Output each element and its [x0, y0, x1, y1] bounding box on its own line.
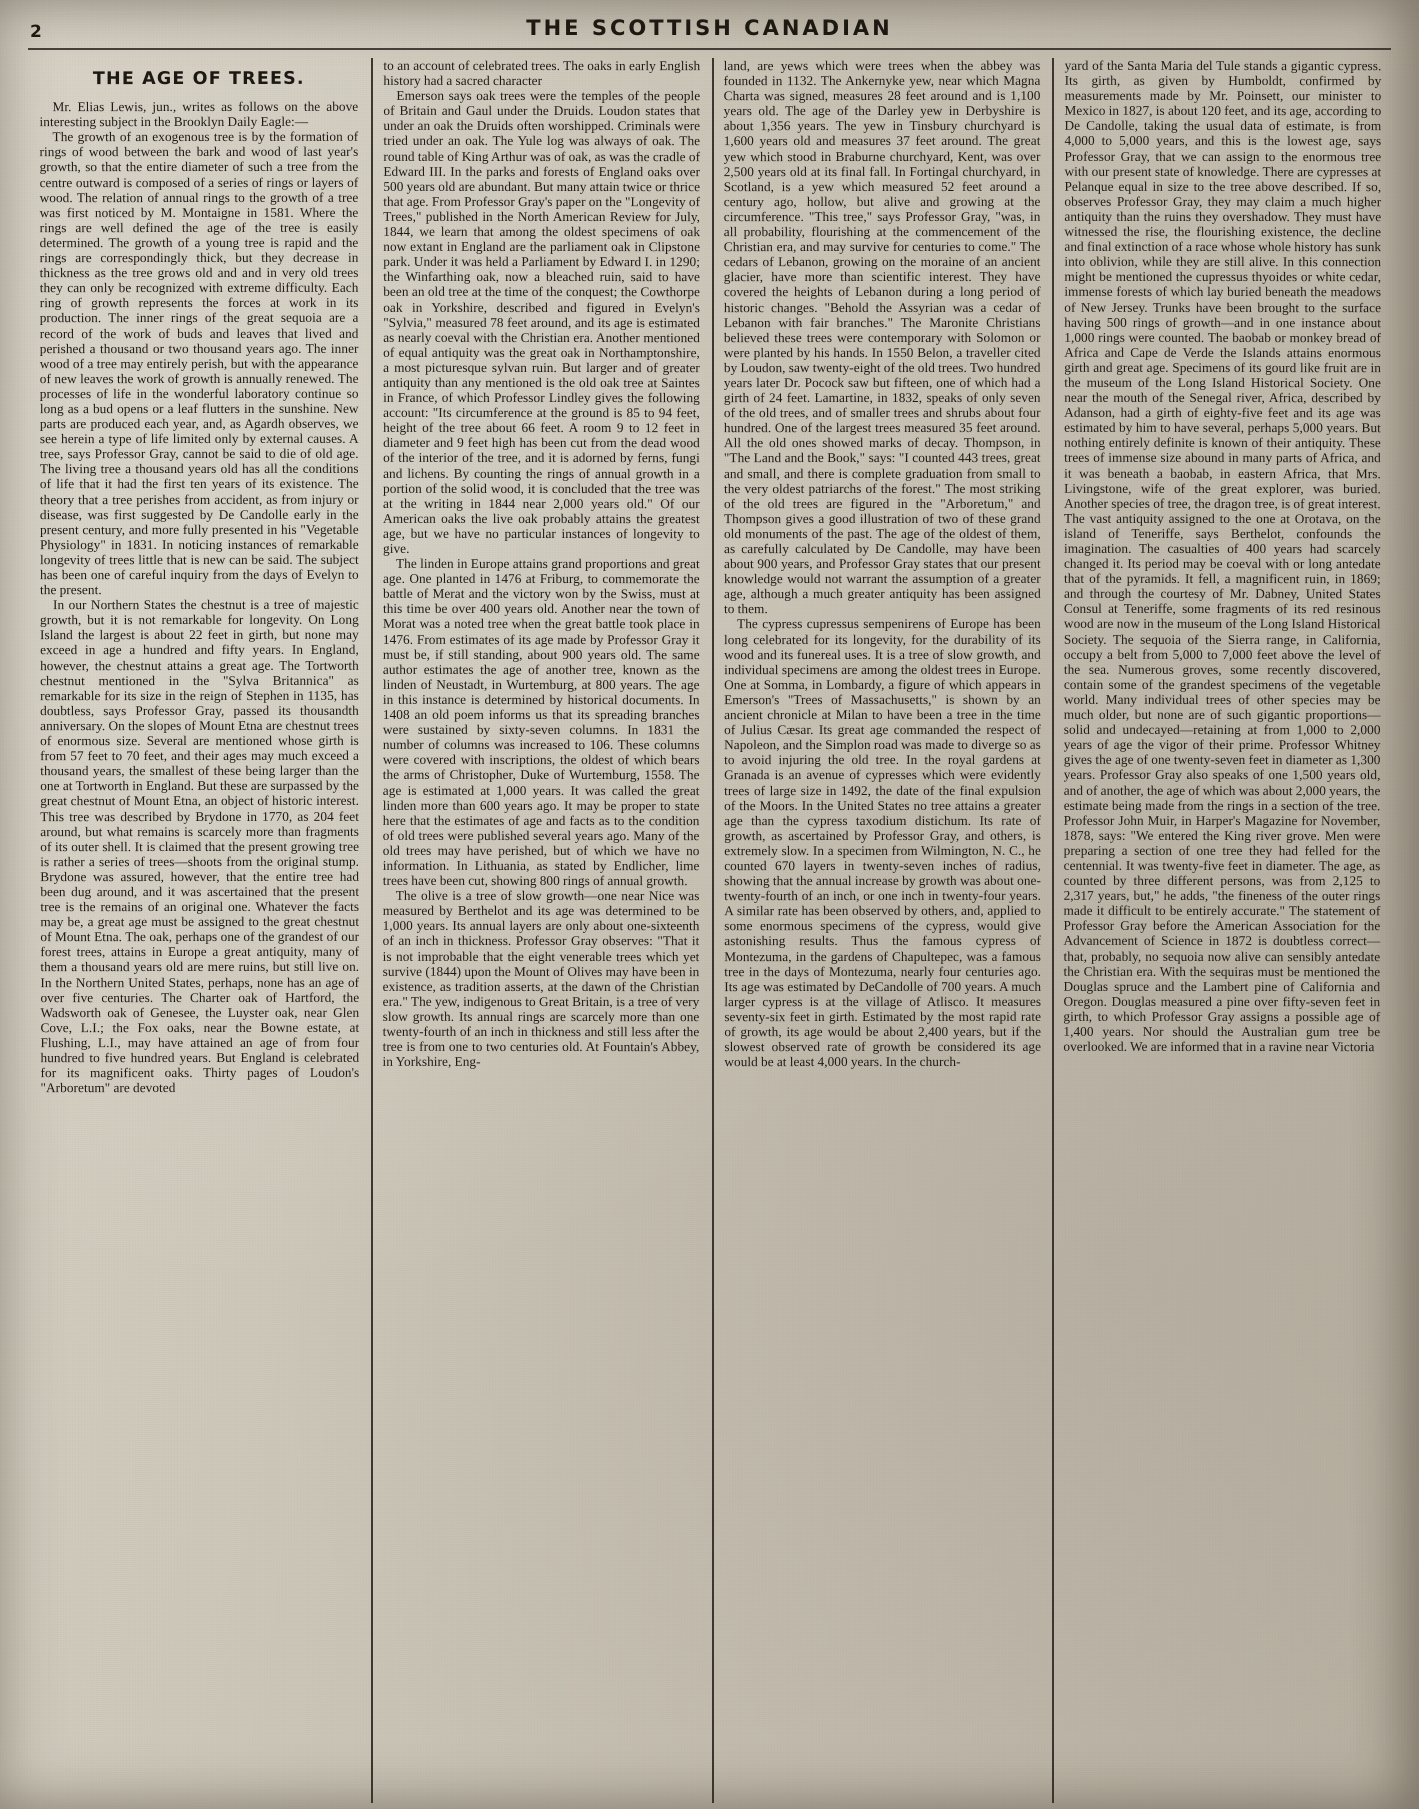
masthead-rule: [28, 48, 1391, 50]
masthead-title: THE SCOTTISH CANADIAN: [526, 16, 893, 40]
paragraph: land, are yews which were trees when the abbey was founded in 1132. The Ankernyke yew, near which Magna Charta was signed, measures 28 feet around and is 1,100 years old. The age of the Darley yew in Derbyshire is about 1,356 years. The yew in Tinsbury churchyard is 1,600 years old and measures 37 feet around. The great yew which stood in Braburne churchyard, Kent, was over 2,500 years old at its final fall. In Fortingal churchyard, in Scotland, is a yew which measured 52 feet around a century ago, hollow, but alive and growing at the circumference. "This tree," says Professor Gray, "was, in all probability, flourishing at the commencement of the Christian era, and may survive for centuries to come." The cedars of Lebanon, growing on the moraine of an ancient glacier, have more than scientific interest. They have covered the heights of Lebanon during a long period of historic changes. "Behold the Assyrian was a cedar of Lebanon with fair branches." The Maronite Christians believed these trees were contemporary with Solomon or were planted by his hands. In 1550 Belon, a traveller cited by Loudon, saw twenty-eight of the old trees. Two hundred years later Dr. Pocock saw but fifteen, one of which had a girth of 24 feet. Lamartine, in 1832, speaks of only seven of the old trees, and of smaller trees and shrubs about four hundred. One of the largest trees measured 35 feet around. All the old ones showed marks of decay. Thompson, in "The Land and the Book," says: "I counted 443 trees, great and small, and there is complete graduation from small to the very oldest patriarchs of the forest." The most striking of the old trees are figured in the "Arboretum," and Thompson gives a good illustration of two of these grand old monuments of the past. The age of the oldest of them, as carefully calculated by De Candolle, may have been about 900 years, and Professor Gray states that our present knowledge would not warrant the assumption of a greater age, although a much greater antiquity has been assigned to them.: [723, 57, 1041, 617]
article-headline: THE AGE OF TREES.: [92, 68, 305, 90]
text-column-1: [30, 58, 371, 1803]
text-column-4: [1052, 58, 1393, 1803]
page-folio-number: 2: [30, 22, 42, 42]
article-byline: Mr. Elias Lewis, jun., writes as follows on the above interesting subject in the Brooklyn Daily Eagle:—: [39, 98, 359, 130]
paragraph: The growth of an exogenous tree is by the formation of rings of wood between the bark and wood of last year's growth, so that the entire diameter of such a tree from the centre outward is composed of a series of rings or layers of wood. The relation of annual rings to the growth of a tree was first noticed by M. Montaigne in 1581. Where the rings are well defined the age of the tree is easily determined. The growth of a young tree is rapid and the rings are correspondingly thick, but they decrease in thickness as the tree grows old and and in very old trees they can only be recognized with extreme difficulty. Each ring of growth represents the forces at work in its production. The inner rings of the great sequoia are a record of the work of buds and leaves that lived and perished a thousand or two thousand years ago. The inner wood of a tree may entirely perish, but with the appearance of new leaves the work of growth is annually renewed. The processes of life in the wonderful laboratory continue so long as a bud opens or a leaf flutters in the sunshine. New parts are produced each year, and, as Agardh observes, we see herein a type of life limited only by external causes. A tree, says Professor Gray, cannot be said to die of old age. The living tree a thousand years old has all the conditions of life that it had the first ten years of its existence. The theory that a tree perishes from accident, as from injury or disease, was first suggested by De Candolle early in the present century, and more fully presented in his "Vegetable Physiology" in 1831. In noticing instances of remarkable longevity of trees little that is new can be said. The subject has been one of careful inquiry from the days of Evelyn to the present.: [39, 129, 359, 598]
text-column-3: [712, 58, 1053, 1803]
paragraph: The olive is a tree of slow growth—one near Nice was measured by Berthelot and its age was determined to be 1,000 years. Its annual layers are only about one-sixteenth of an inch in thickness. Professor Gray observes: "That it is not improbable that the eight venerable trees which yet survive (1844) upon the Mount of Olives may have been in existence, as tradition asserts, at the dawn of the Christian era." The yew, indigenous to Great Britain, is a tree of very slow growth. Its annual rings are scarcely more than one twenty-fourth of an inch in thickness and still less after the tree is from one to two centuries old. At Fountain's Abbey, in Yorkshire, Eng-: [382, 888, 700, 1070]
paragraph: Emerson says oak trees were the temples of the people of Britain and Gaul under the Druids. Loudon states that under an oak the Druids often worshipped. Criminals were tried under an oak. The Yule log was always of oak. The round table of King Arthur was of oak, as was the cradle of Edward III. In the parks and forests of England oaks over 500 years old are abundant. But many attain twice or thrice that age. From Professor Gray's paper on the "Longevity of Trees," published in the North American Review for July, 1844, we learn that among the oldest specimens of oak now extant in England are the parliament oak in Clipstone park. Under it was held a Parliament by Edward I. in 1290; the Winfarthing oak, now a bleached ruin, said to have been an old tree at the time of the conquest; the Cowthorpe oak in Yorkshire, described and figured in Evelyn's "Sylvia," measured 78 feet around, and its age is estimated as nearly coeval with the Christian era. Another mentioned of equal antiquity was the great oak in Northamptonshire, a most picturesque sylvan ruin. But larger and of greater antiquity than any mentioned is the old oak tree at Saintes in France, of which Professor Lindley gives the following account: "Its circumference at the ground is 85 to 94 feet, height of the tree about 66 feet. A room 9 to 12 feet in diameter and 9 feet high has been cut from the dead wood of the interior of the tree, and it is adorned by ferns, fungi and lichens. By counting the rings of annual growth in a portion of the solid wood, it is concluded that the tree was at the writing in 1844 near 2,000 years old." Of our American oaks the live oak probably attains the greatest age, but we have no particular instances of longevity to give.: [382, 88, 700, 556]
paragraph: to an account of celebrated trees. The oaks in early English history had a sacred character: [383, 57, 700, 89]
paragraph: In our Northern States the chestnut is a tree of majestic growth, but it is not remarkable for longevity. On Long Island the largest is about 22 feet in girth, but none may exceed in age a hundred and fifty years. In England, however, the chestnut attains a great age. The Tortworth chestnut mentioned in the "Sylva Britannica" as remarkable for its size in the reign of Stephen in 1135, has doubtless, says Professor Gray, passed its thousandth anniversary. On the slopes of Mount Etna are chestnut trees of enormous size. Several are mentioned whose girth is from 57 feet to 70 feet, and their ages may much exceed a thousand years, the smallest of these being larger than the one at Tortworth in England. But these are surpassed by the great chestnut of Mount Etna, an object of historic interest. This tree was described by Brydone in 1770, as 204 feet around, but what remains is scarcely more than fragments of its outer shell. It is claimed that the present growing tree is rather a series of trees—shoots from the original stump. Brydone was assured, however, that the entire tree had been dug around, and it was ascertained that the present tree is the remains of an original one. Whatever the facts may be, a great age must be assigned to the great chestnut of Mount Etna. The oak, perhaps one of the grandest of our forest trees, attains in Europe a great antiquity, many of them a thousand years old are mere ruins, but still live on. In the Northern United States, perhaps, none has an age of over five centuries. The Charter oak of Hartford, the Wadsworth oak of Genesee, the Luyster oak, near Glen Cove, L.I.; the Fox oaks, near the Bowne estate, at Flushing, L.I., may have attained an age of from four hundred to five hundred years. But England is celebrated for its magnificent oaks. Thirty pages of Loudon's "Arboretum" are devoted: [40, 597, 360, 1096]
article-columns: [30, 58, 1393, 1803]
paragraph: yard of the Santa Maria del Tule stands a gigantic cypress. Its girth, as given by Humboldt, confirmed by measurements made by Mr. Poinsett, our minister to Mexico in 1827, is about 120 feet, and its age, according to De Candolle, taking the usual data of estimate, is from 4,000 to 5,000 years, and this is the lowest age, says Professor Gray, that we can assign to the enormous tree with our present state of knowledge. There are cypresses at Pelanque equal in size to the tree above described. If so, observes Professor Gray, they may claim a much higher antiquity than the ruins they overshadow. They must have witnessed the rise, the flourishing existence, the decline and final extinction of a race whose whole history has sunk into oblivion, while they are still alive. In this connection might be mentioned the cupressus thyoides or white cedar, immense forests of which lay buried beneath the meadows of New Jersey. Trunks have been brought to the surface having 500 rings of growth—and in one instance about 1,000 rings were counted. The baobab or monkey bread of Africa and Cape de Verde the Islands attains enormous girth and great age. Specimens of its gourd like fruit are in the museum of the Long Island Historical Society. One near the mouth of the Senegal river, Africa, described by Adanson, had a girth of eighty-five feet and its age was estimated by him to have several, perhaps 5,000 years. But nothing entirely definite is known of their antiquity. These trees of immense size abound in many parts of Africa, and it was beneath a baobab, in eastern Africa, that Mrs. Livingstone, wife of the great explorer, was buried. Another species of tree, the dragon tree, is of great interest. The vast antiquity assigned to the one at Orotava, on the island of Teneriffe, says Berthelot, confounds the imagination. The casualties of 400 years had scarcely changed it. Its period may be coeval with or long antedate that of the pyramids. It fell, a magnificent ruin, in 1869; and through the courtesy of Mr. Dabney, United States Consul at Teneriffe, some fragments of its red resinous wood are now in the museum of the Long Island Historical Society. The sequoia of the Sierra range, in California, occupy a belt from 5,000 to 7,000 feet above the level of the sea. Numerous groves, some recently discovered, contain some of the grandest specimens of the vegetable world. Many individual trees of other species may be much older, but none are of such gigantic proportions—solid and undecayed—retaining at from 1,000 to 2,000 years of age the vigor of their prime. Professor Whitney gives the age of one twenty-seven feet in diameter as 1,300 years. Professor Gray also speaks of one 1,500 years old, and of another, the age of which was about 2,000 years, the estimate being made from the rings in a section of the tree. Professor John Muir, in Harper's Magazine for November, 1878, says: "We entered the King river grove. Men were preparing a section of one tree they had felled for the centennial. It was twenty-five feet in diameter. The age, as counted by three different persons, was from 2,125 to 2,317 years, but," he adds, "the fineness of the outer rings made it difficult to be entirely accurate." The statement of Professor Gray before the American Association for the Advancement of Science in 1872 is doubtless correct—that, probably, no sequoia now alive can sensibly antedate the Christian era. With the sequiras must be mentioned the Douglas spruce and the Lambert pine of California and Oregon. Douglas measured a pine over fifty-seven feet in girth, to which Professor Gray assigns a possible age of 1,400 years. Nor should the Australian gum tree be overlooked. We are informed that in a ravine near Victoria: [1063, 57, 1382, 1055]
paragraph: The linden in Europe attains grand proportions and great age. One planted in 1476 at Friburg, to commemorate the battle of Merat and the victory won by the Swiss, must at this time be over 400 years old. Another near the town of Morat was a noted tree when the great battle took place in 1476. From estimates of its age made by Professor Gray it must be, if still standing, about 900 years old. The same author estimates the age of another tree, known as the linden of Neustadt, in Wurtemburg, at 800 years. The age in this instance is determined by historical documents. In 1408 an old poem informs us that its spreading branches were sustained by sixty-seven columns. In 1831 the number of columns was increased to 106. These columns were covered with inscriptions, the oldest of which bears the arms of Christopher, Duke of Wurtemburg, 1558. The age is estimated at 1,000 years. It was called the great linden more than 600 years ago. It may be proper to state here that the estimates of age and facts as to the condition of old trees were published several years ago. Many of the old trees may have perished, but of which we have no information. In Lithuania, as stated by Endlicher, lime trees have been cut, showing 800 rings of annual growth.: [382, 555, 700, 889]
paragraph: The cypress cupressus sempenirens of Europe has been long celebrated for its longevity, for the durability of its wood and its funereal uses. It is a tree of slow growth, and individual specimens are among the oldest trees in Europe. One at Somma, in Lombardy, a figure of which appears in Emerson's "Trees of Massachusetts," is shown by an ancient chronicle at Milan to have been a tree in the time of Julius Cæsar. Its great age commanded the respect of Napoleon, and the Simplon road was made to diverge so as to avoid injuring the old tree. In the royal gardens at Granada is an avenue of cypresses which were evidently trees of large size in 1492, the date of the final expulsion of the Moors. In the United States no tree attains a greater age than the cypress taxodium distichum. Its rate of growth, as ascertained by Professor Gray, and others, is extremely slow. In a specimen from Wilmington, N. C., he counted 670 layers in twenty-seven inches of radius, showing that the annual increase by growth was about one-twenty-fourth of an inch, or one inch in twenty-four years. A similar rate has been observed by others, and, applied to some enormous specimens of the cypress, would give astonishing results. Thus the famous cypress of Montezuma, in the gardens of Chapultepec, was a famous tree in the days of Montezuma, nearly four centuries ago. Its age was estimated by DeCandolle of 700 years. A much larger cypress is at the village of Atlisco. It measures seventy-six feet in girth. Estimated by the most rapid rate of growth, its age would be about 2,400 years, but if the slowest observed rate of growth be considered its age would be at least 4,000 years. In the church-: [723, 616, 1041, 1070]
text-column-2: [371, 58, 712, 1803]
